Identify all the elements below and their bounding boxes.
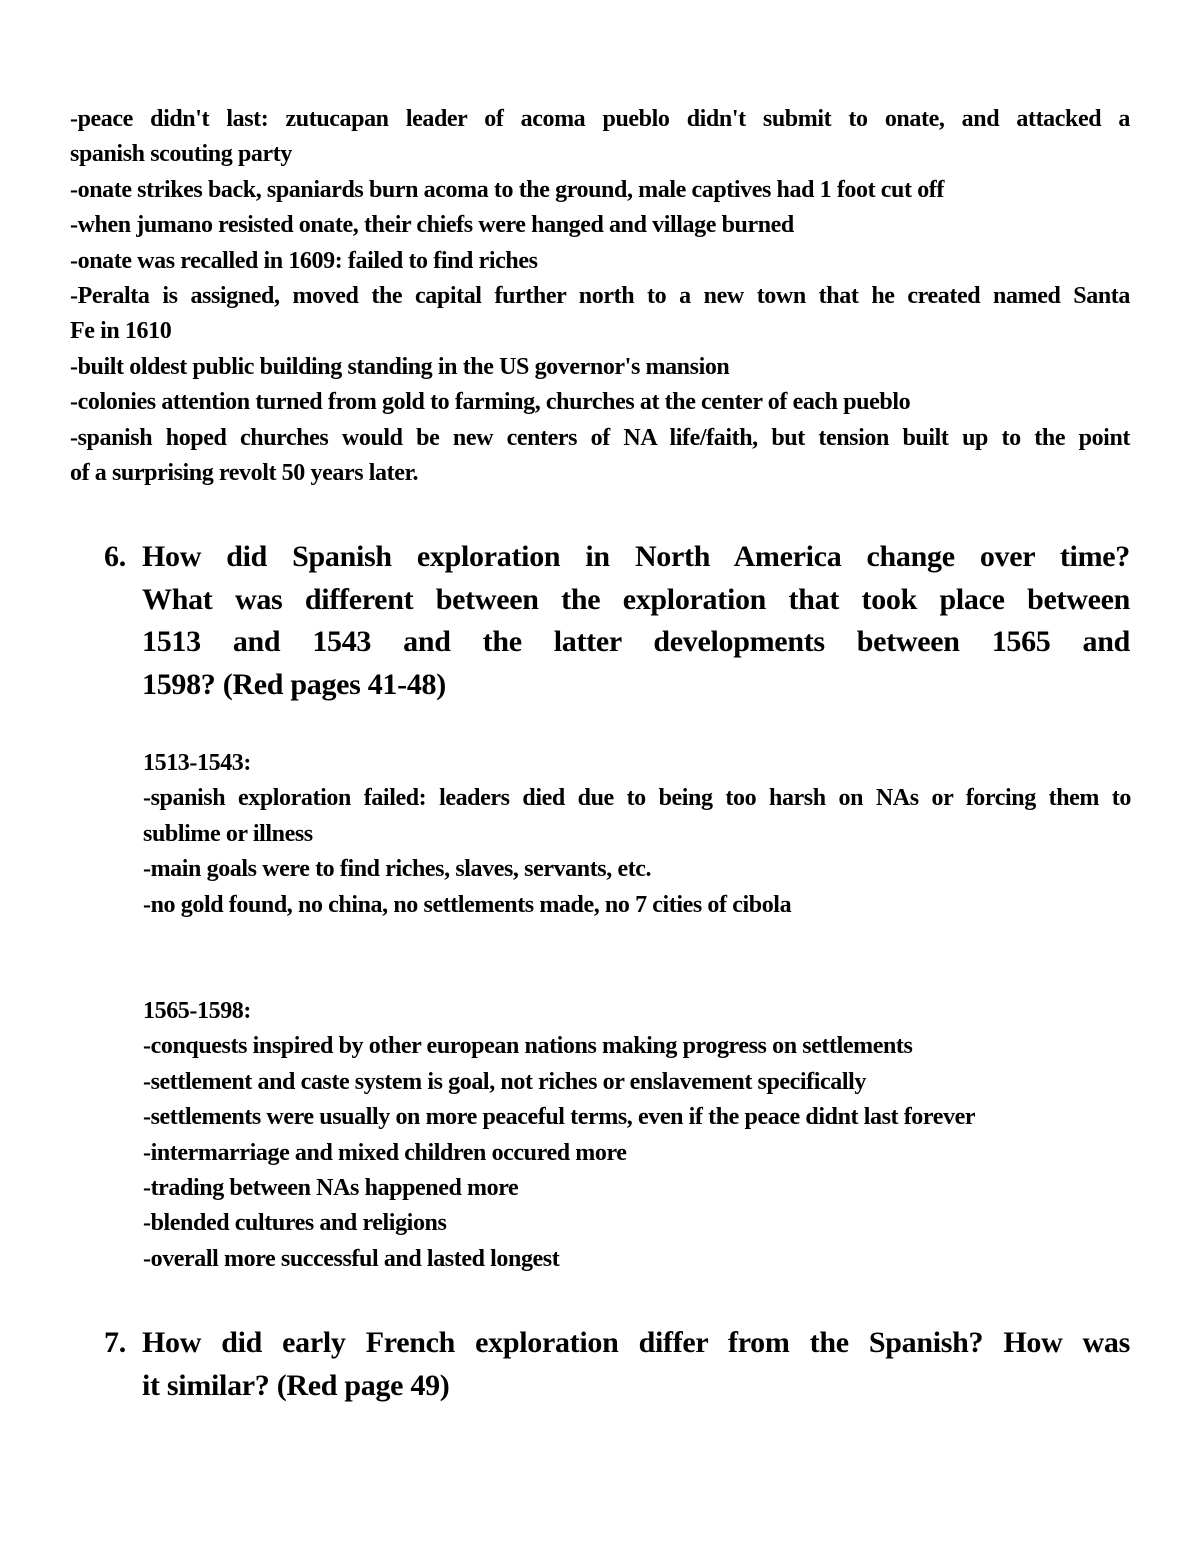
- question-7-text: How did early French exploration differ from the Spanish? How was: [142, 1326, 1130, 1359]
- note-line: spanish scouting party: [70, 141, 292, 168]
- question-6-text: 1598? (Red pages 41-48): [142, 667, 446, 701]
- question-6-number: 6.: [104, 540, 126, 573]
- note-line: -built oldest public building standing in the US governor's mansion: [70, 353, 730, 380]
- question-7-number: 7.: [104, 1326, 126, 1359]
- note-line: -spanish exploration failed: leaders died due to being too harsh on NAs or forcing them to: [143, 785, 1131, 812]
- question-6-line: [104, 664, 1134, 707]
- note-line: -settlement and caste system is goal, not riches or enslavement specifically: [143, 1068, 867, 1095]
- question-6-text: How did Spanish exploration in North America change over time?: [142, 540, 1130, 573]
- question-6-line: [104, 621, 1134, 664]
- note-line: -peace didn't last: zutucapan leader of acoma pueblo didn't submit to onate, and attacked a: [70, 106, 1130, 132]
- note-line: of a surprising revolt 50 years later.: [70, 460, 419, 487]
- section-heading: 1513-1543:: [143, 750, 251, 776]
- note-line: -spanish hoped churches would be new centers of NA life/faith, but tension built up to the point: [70, 424, 1130, 451]
- question-7: [104, 1322, 1134, 1407]
- question-7-line: [104, 1365, 1134, 1408]
- note-line: -conquests inspired by other european nations making progress on settlements: [143, 1033, 913, 1060]
- note-line: -onate was recalled in 1609: failed to find riches: [70, 247, 538, 274]
- note-line: -Peralta is assigned, moved the capital further north to a new town that he created named Santa: [70, 283, 1130, 310]
- question-6-line: [104, 579, 1134, 622]
- section-1565-1598: [143, 994, 1131, 1277]
- note-line: Fe in 1610: [70, 318, 172, 345]
- note-line: -no gold found, no china, no settlements made, no 7 cities of cibola: [143, 891, 792, 918]
- note-line: -blended cultures and religions: [143, 1210, 447, 1237]
- question-7-text: it similar? (Red page 49): [142, 1368, 450, 1402]
- question-6-text: 1513 and 1543 and the latter developments between 1565 and: [142, 625, 1130, 658]
- note-line: -trading between NAs happened more: [143, 1175, 519, 1202]
- question-7-line: [104, 1322, 1134, 1365]
- note-line: -intermarriage and mixed children occured more: [143, 1139, 627, 1166]
- question-6-line: [104, 536, 1134, 579]
- section-1513-1543: [143, 746, 1131, 923]
- question-6-text: What was different between the exploration that took place between: [142, 582, 1130, 616]
- note-line: -settlements were usually on more peaceful terms, even if the peace didnt last forever: [143, 1104, 976, 1131]
- intro-notes: [70, 102, 1130, 491]
- note-line: -main goals were to find riches, slaves, servants, etc.: [143, 856, 652, 883]
- section-heading: 1565-1598:: [143, 998, 251, 1024]
- note-line: -when jumano resisted onate, their chiefs were hanged and village burned: [70, 212, 794, 239]
- note-line: -overall more successful and lasted longest: [143, 1245, 560, 1272]
- note-line: sublime or illness: [143, 820, 313, 847]
- question-6: [104, 536, 1134, 706]
- note-line: -onate strikes back, spaniards burn acoma to the ground, male captives had 1 foot cut off: [70, 176, 944, 203]
- note-line: -colonies attention turned from gold to farming, churches at the center of each pueblo: [70, 389, 911, 416]
